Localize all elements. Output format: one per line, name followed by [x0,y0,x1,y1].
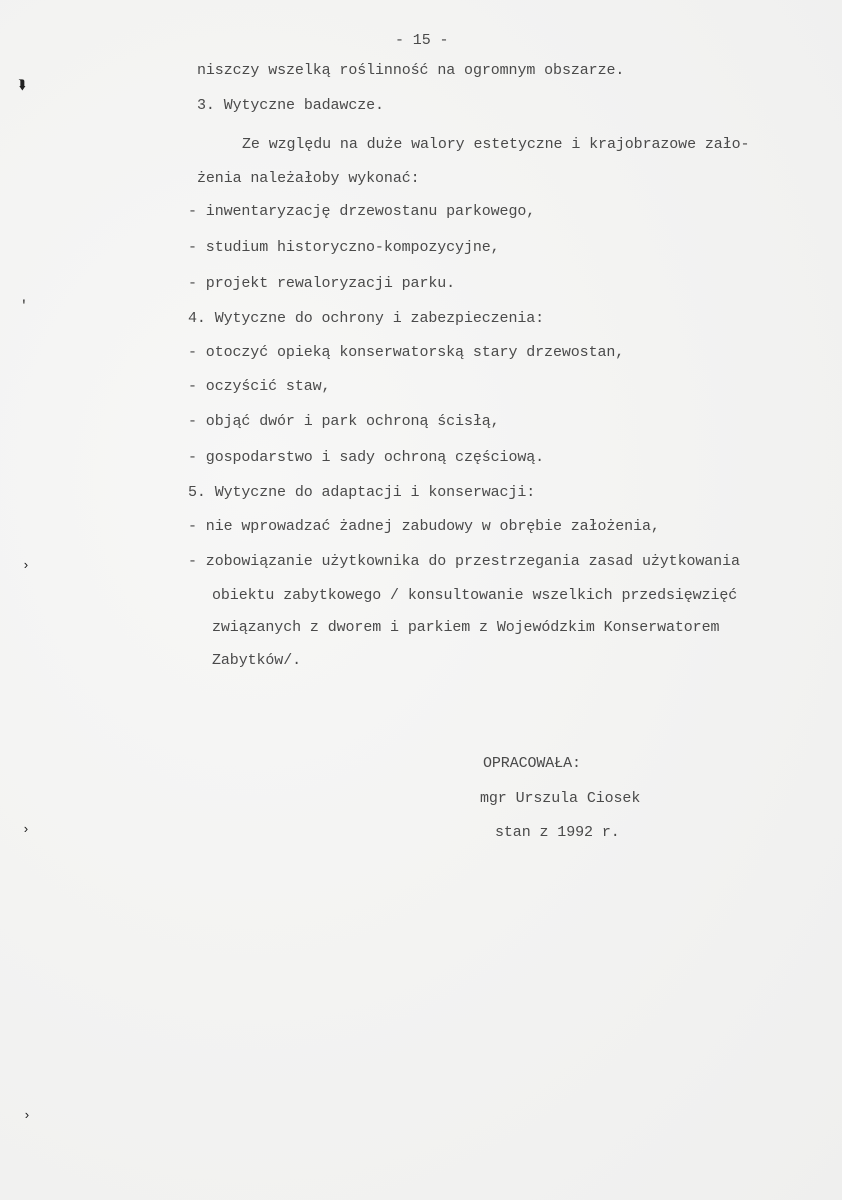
list-item: - oczyścić staw, [188,378,331,395]
page-number: - 15 - [395,32,449,49]
text-line: obiektu zabytkowego / konsultowanie wszelkich przedsięwzięć [212,587,738,604]
text-line: niszczy wszelką roślinność na ogromnym obszarze. [197,62,625,79]
binding-hole-mark: › [22,558,30,573]
signature-name: mgr Urszula Ciosek [480,790,641,807]
list-item: - nie wprowadzać żadnej zabudowy w obrębie założenia, [188,518,660,535]
signature-label: OPRACOWAŁA: [483,755,581,772]
text-line: związanych z dworem i parkiem z Wojewódzkim Konserwatorem [212,619,720,636]
binding-hole-mark: › [22,822,30,837]
text-line: Ze względu na duże walory estetyczne i krajobrazowe zało- [242,136,750,153]
section-heading: 4. Wytyczne do ochrony i zabezpieczenia: [188,310,545,327]
list-item: - projekt rewaloryzacji parku. [188,275,456,292]
list-item: - gospodarstwo i sady ochroną częściową. [188,449,545,466]
binding-hole-mark: ⮯ [18,78,26,93]
binding-hole-mark: › [23,1108,31,1123]
list-item: - zobowiązanie użytkownika do przestrzegania zasad użytkowania [188,553,740,570]
binding-hole-mark: ′ [20,298,28,313]
list-item: - inwentaryzację drzewostanu parkowego, [188,203,536,220]
section-heading: 3. Wytyczne badawcze. [197,97,384,114]
signature-date: stan z 1992 r. [495,824,620,841]
list-item: - otoczyć opieką konserwatorską stary drzewostan, [188,344,625,361]
section-heading: 5. Wytyczne do adaptacji i konserwacji: [188,484,536,501]
text-line: żenia należałoby wykonać: [197,170,420,187]
list-item: - objąć dwór i park ochroną ścisłą, [188,413,500,430]
text-line: Zabytków/. [212,652,302,669]
list-item: - studium historyczno-kompozycyjne, [188,239,500,256]
